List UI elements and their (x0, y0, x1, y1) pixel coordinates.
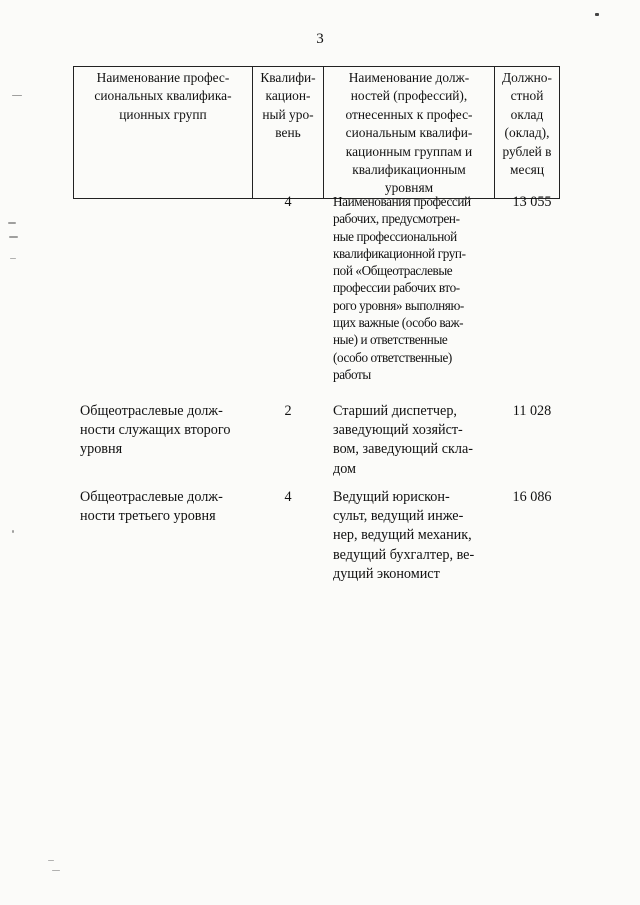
row-level: 4 (284, 194, 292, 210)
scan-speck (12, 95, 22, 96)
row-level: 4 (284, 489, 292, 505)
row-positions: Наименования профессий рабочих, предусмотрен- ные профессиональной квалификационной груп- пой «Общеотраслевые профессии рабочих вто- рого уровня» выполняю- щих важные (особо важ- ные) и ответственные (особо ответственные) работы (333, 194, 471, 382)
header-group-name (74, 67, 253, 199)
row-positions: Ведущий юрискон- сульт, ведущий инже- нер, ведущий механик, ведущий бухгалтер, ве- дущий экономист (333, 489, 475, 582)
header-qual-level-text: Квалифи- кацион- ный уро- вень (260, 70, 316, 141)
row-salary: 11 028 (512, 403, 552, 419)
scan-speck (52, 870, 60, 871)
scan-speck (595, 13, 599, 16)
page-number: 3 (316, 31, 324, 47)
row-salary: 16 086 (512, 489, 552, 505)
header-positions-text: Наименование долж- ностей (профессий), отнесенных к профес- сиональным квалифи- кационным группам и квалификационным уровням (345, 70, 473, 196)
header-salary-text: Должно- стной оклад (оклад), рублей в месяц (502, 70, 552, 178)
scan-speck (8, 222, 16, 224)
row-level: 2 (284, 403, 292, 419)
header-row (74, 67, 560, 199)
row-positions: Старший диспетчер, заведующий хозяйст- вом, заведующий скла- дом (333, 403, 473, 477)
row-group-name: Общеотраслевые долж- ности третьего уровня (80, 489, 223, 525)
row-group-name: Общеотраслевые долж- ности служащих второго уровня (80, 403, 231, 458)
header-salary (495, 67, 560, 199)
table-header (73, 66, 560, 199)
scan-speck (48, 860, 54, 861)
scan-speck (10, 258, 16, 259)
scan-speck (12, 530, 14, 533)
header-group-name-text: Наименование профес- сиональных квалифика- ционных групп (94, 70, 232, 122)
row-salary: 13 055 (512, 194, 552, 210)
scan-speck (9, 236, 18, 238)
header-qual-level (253, 67, 324, 199)
header-positions (324, 67, 495, 199)
